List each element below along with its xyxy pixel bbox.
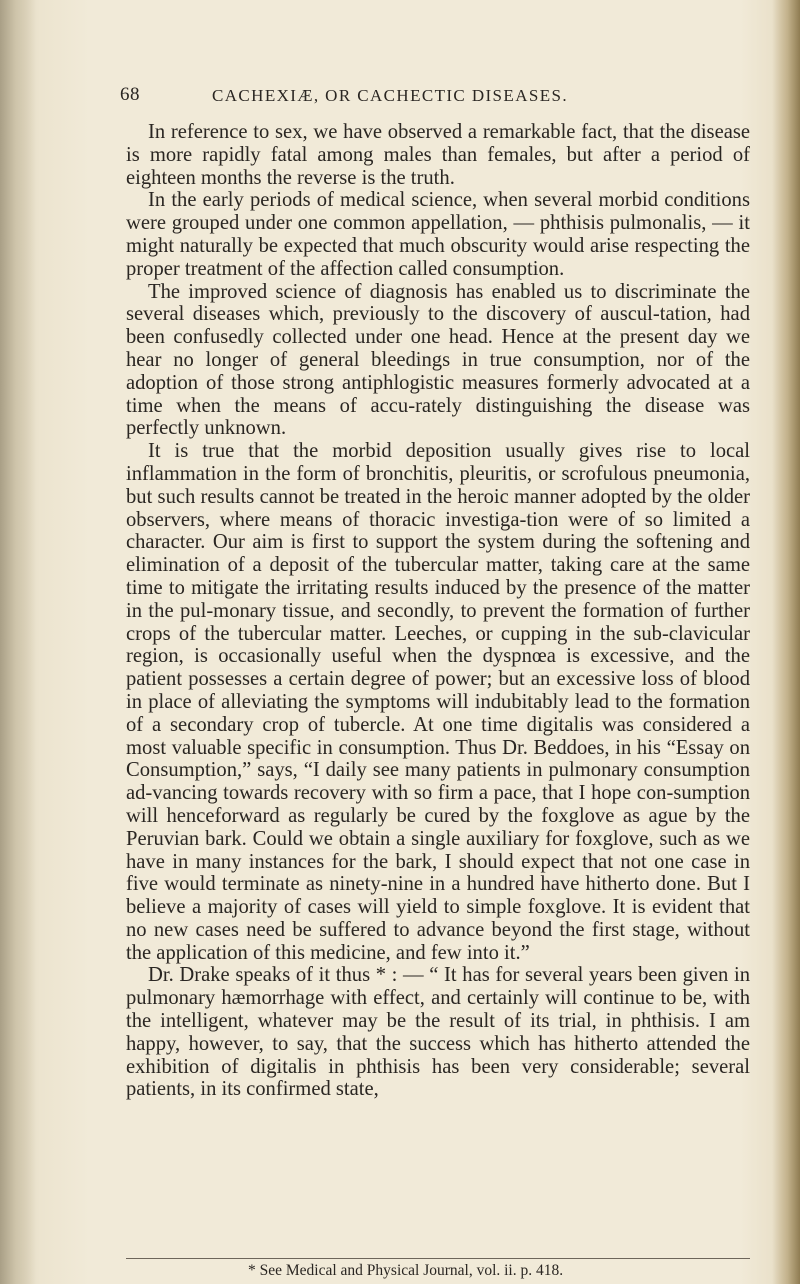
paragraph: It is true that the morbid deposition usually gives rise to local inflammation in the form of bronchitis, pleuritis, or scrofulous pneumonia, but such results cannot be treated in the heroic manner adopted by the older observers, where means of thoracic investiga-tion were of so limited a character. Our aim is first to support the system during the softening and elimination of a deposit of the tubercular matter, taking care at the same time to mitigate the irritating results induced by the presence of the matter in the pul-monary tissue, and secondly, to prevent the formation of further crops of the tubercular matter. Leeches, or cupping in the sub-clavicular region, is occasionally useful when the dyspnœa is excessive, and the patient possesses a certain degree of power; but an excessive loss of blood in place of alleviating the symptoms will indubitably lead to the formation of a secondary crop of tubercle. At one time digitalis was considered a most valuable specific in consumption. Thus Dr. Beddoes, in his “Essay on Consumption,” says, “I daily see many patients in pulmonary consumption ad-vancing towards recovery with so firm a pace, that I hope con-sumption will henceforward as regularly be cured by the foxglove as ague by the Peruvian bark. Could we obtain a single auxiliary for foxglove, such as we have in many instances for the bark, I should expect that not one case in five would terminate as ninety-nine in a hundred have hitherto done. But I believe a majority of cases will yield to simple foxglove. It is evident that no new cases need be suffered to advance beyond the first stage, without the application of this medicine, and few into it.”	[126, 440, 750, 964]
paragraph: Dr. Drake speaks of it thus * : — “ It has for several years been given in pulmonary hæmorrhage with effect, and certainly will continue to be, with the intelligent, whatever may be the result of its trial, in phthisis. I am happy, however, to say, that the success which has hitherto attended the exhibition of digitalis in phthisis has been very considerable; several patients, in its confirmed state,	[126, 964, 750, 1101]
footnote: * See Medical and Physical Journal, vol. ii. p. 418.	[248, 1262, 564, 1279]
body-text	[126, 121, 750, 1101]
page-binding-shadow	[0, 0, 36, 1284]
paragraph: In reference to sex, we have observed a remarkable fact, that the disease is more rapidly fatal among males than females, but after a period of eighteen months the reverse is the truth.	[126, 121, 750, 189]
paragraph: In the early periods of medical science, when several morbid conditions were grouped under one common appellation, — phthisis pulmonalis, — it might naturally be expected that much obscurity would arise respecting the proper treatment of the affection called consumption.	[126, 189, 750, 280]
page-number: 68	[120, 84, 140, 105]
page-edge-shadow	[772, 0, 800, 1284]
footnote-divider	[126, 1258, 750, 1259]
paragraph: The improved science of diagnosis has enabled us to discriminate the several diseases which, previously to the discovery of auscul-tation, had been confusedly collected under one head. Hence at the present day we hear no longer of general bleedings in true consumption, nor of the adoption of those strong antiphlogistic measures formerly advocated at a time when the means of accu-rately distinguishing the disease was perfectly unknown.	[126, 280, 750, 440]
page-header	[120, 84, 740, 108]
running-head: CACHEXIÆ, OR CACHECTIC DISEASES.	[212, 86, 569, 105]
